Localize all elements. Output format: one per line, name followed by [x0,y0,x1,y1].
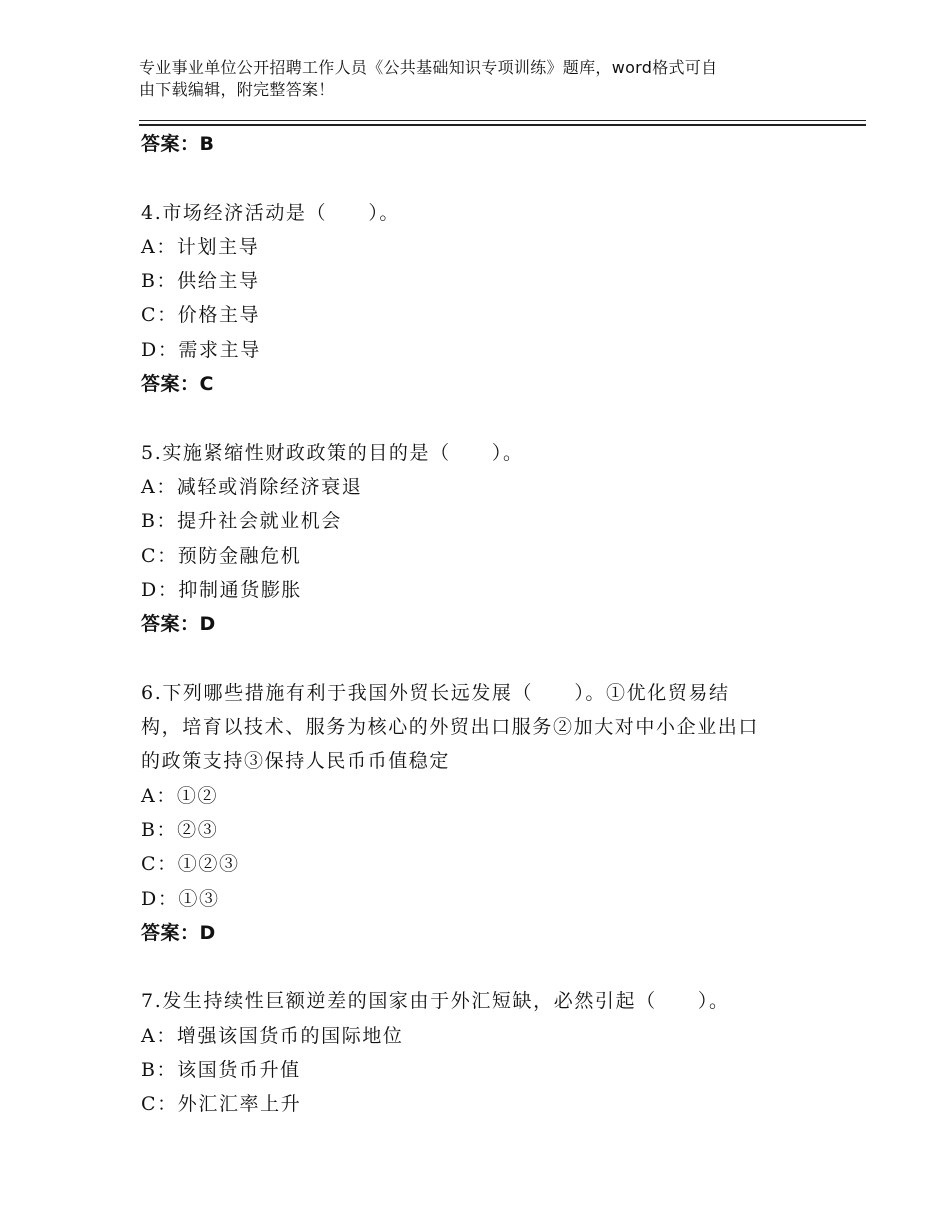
answer-line: 答案：D [141,613,216,636]
answer-line: 答案：B [141,133,215,155]
option-b: B：供给主导 [141,270,260,293]
question-stem: 7.发生持续性巨额逆差的国家由于外汇短缺，必然引起（ ）。 [141,990,730,1013]
question-block [141,984,821,1121]
option-d: D：需求主导 [141,338,261,361]
option-a: A：增强该国货币的国际地位 [141,1024,404,1047]
option-b: B：提升社会就业机会 [141,510,342,533]
option-d: D：抑制通货膨胀 [141,578,303,601]
question-stem-line-2: 构，培育以技术、服务为核心的外贸出口服务②加大对中小企业出口 [141,716,760,739]
question-stem-line-1: 6.下列哪些措施有利于我国外贸长远发展（ ）。①优化贸易结 [141,681,730,704]
option-a: A：①② [141,784,219,807]
question-block [141,436,821,642]
header-text-line-1: 专业事业单位公开招聘工作人员《公共基础知识专项训练》题库，word格式可自 [139,58,718,77]
spacer [141,641,821,675]
option-c: C：外汇汇率上升 [141,1093,302,1116]
question-list [141,127,821,1122]
answer-line: 答案：C [141,373,214,396]
spacer [141,401,821,435]
question-stem: 4.市场经济活动是（ ）。 [141,201,401,224]
question-block [141,196,821,402]
option-b: B：该国货币升值 [141,1059,301,1082]
option-a: A：计划主导 [141,235,260,258]
header-divider-thick [139,124,866,126]
spacer [141,161,821,195]
answer-line: 答案：D [141,921,216,944]
option-c: C：价格主导 [141,304,261,327]
option-c: C：①②③ [141,853,240,876]
option-d: D：①③ [141,887,220,910]
option-b: B：②③ [141,818,219,841]
spacer [141,950,821,984]
question-stem: 5.实施紧缩性财政政策的目的是（ ）。 [141,441,524,464]
page-header [139,57,819,101]
option-a: A：减轻或消除经济衰退 [141,475,363,498]
option-c: C：预防金融危机 [141,544,302,567]
header-divider [139,120,866,121]
header-text-line-2: 由下载编辑，附完整答案！ [139,80,335,99]
question-stem-line-3: 的政策支持③保持人民币币值稳定 [141,750,451,773]
question-block [141,676,821,950]
